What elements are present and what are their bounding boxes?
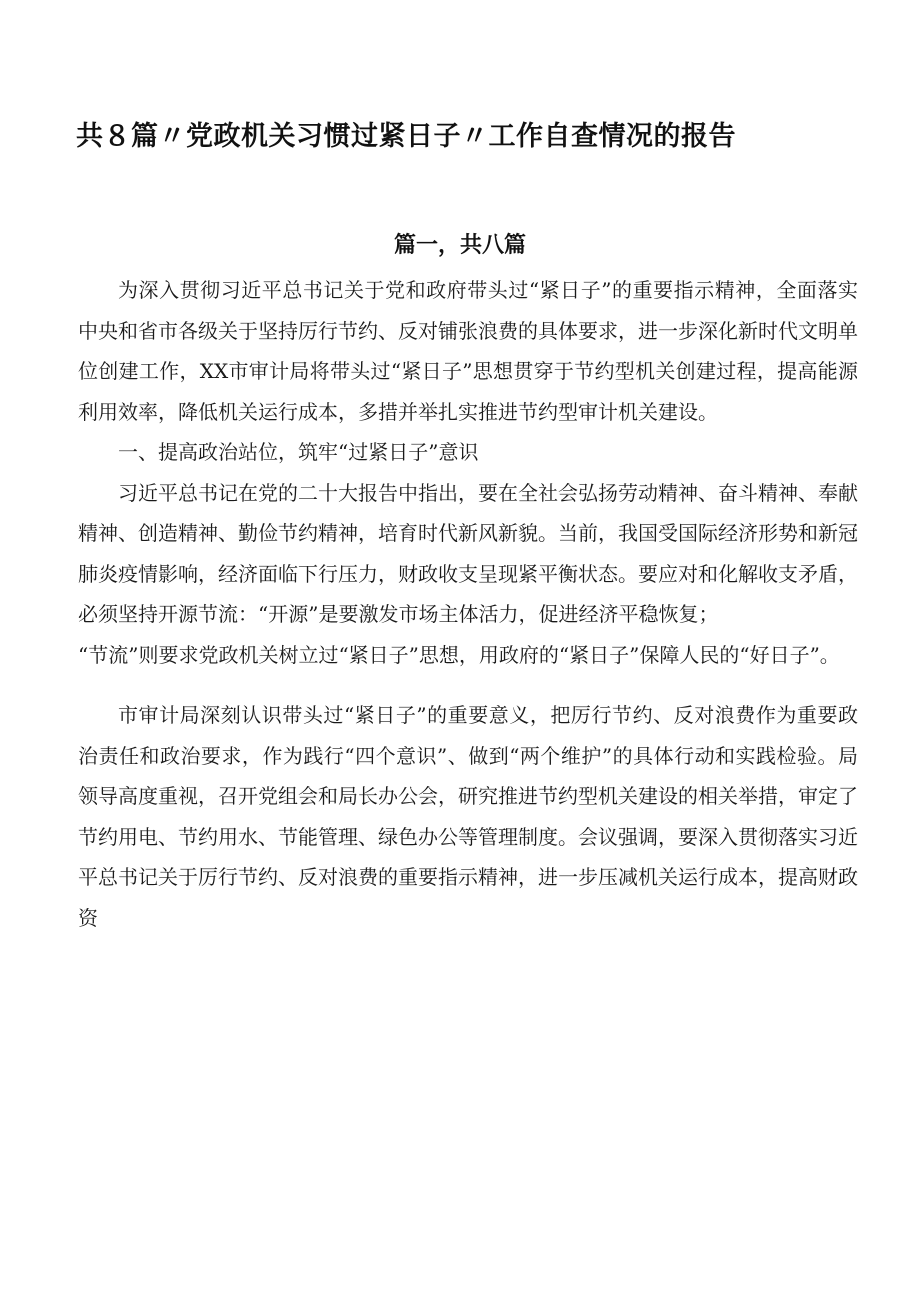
paragraph-audit-bureau: 市审计局深刻认识带头过“紧日子”的重要意义，把厉行节约、反对浪费作为重要政治责任和政治要求，作为践行“四个意识”、做到“两个维护”的具体行动和实践检验。局领导高度重视，召开党组会和局长办公会，研究推进节约型机关建设的相关举措，审定了节约用电、节约用水、节能管理、绿色办公等管理制度。会议强调，要深入贯彻落实习近平总书记关于厉行节约、反对浪费的重要指示精神，进一步压减机关运行成本，提高财政资 (78, 703, 858, 930)
paragraph-jieliu: “节流”则要求党政机关树立过“紧日子”思想，用政府的“紧日子”保障人民的“好日子”。 (78, 642, 840, 667)
section-title: 篇一，共八篇 (393, 233, 526, 258)
paragraph-intro: 为深入贯彻习近平总书记关于党和政府带头过“紧日子”的重要指示精神，全面落实中央和省市各级关于坚持厉行节约、反对铺张浪费的具体要求，进一步深化新时代文明单位创建工作，XX市审计局将带头过“紧日子”思想贯穿于节约型机关创建过程，提高能源利用效率，降低机关运行成本，多措并举扎实推进节约型审计机关建设。 (78, 278, 858, 424)
document-title: 共８篇〃党政机关习惯过紧日子〃工作自查情况的报告 (76, 121, 736, 152)
document-body (78, 270, 858, 938)
heading-political-stance: 一、提高政治站位，筑牢“过紧日子”意识 (118, 440, 479, 464)
paragraph-speech: 习近平总书记在党的二十大报告中指出，要在全社会弘扬劳动精神、奋斗精神、奉献精神、创造精神、勤俭节约精神，培育时代新风新貌。当前，我国受国际经济形势和新冠肺炎疫情影响，经济面临下行压力，财政收支呈现紧平衡状态。要应对和化解收支矛盾，必须坚持开源节流：“开源”是要激发市场主体活力，促进经济平稳恢复； (78, 480, 858, 626)
